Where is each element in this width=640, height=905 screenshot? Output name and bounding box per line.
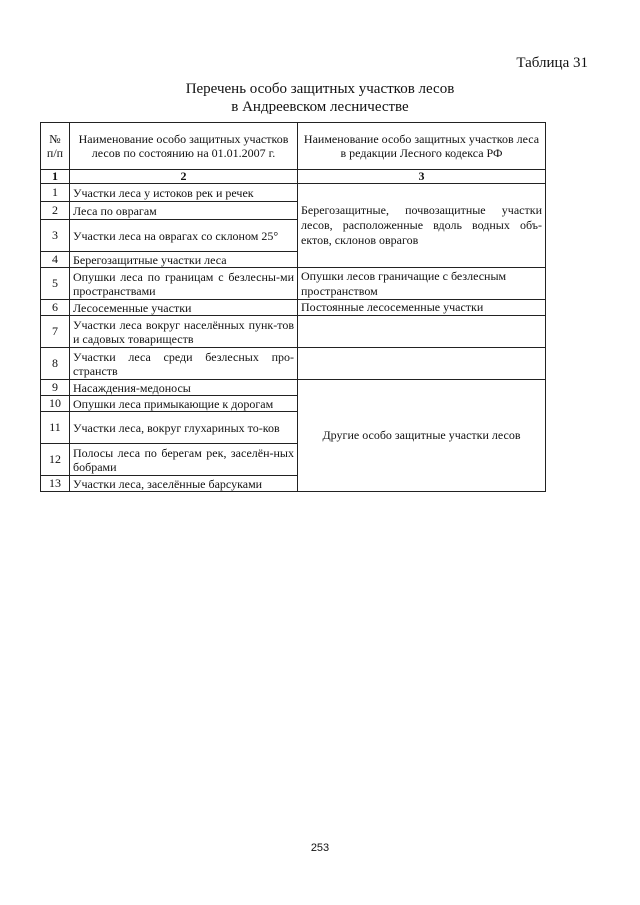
column-number: 2 xyxy=(70,170,298,184)
row-number: 6 xyxy=(41,300,70,316)
column-number-row xyxy=(41,170,546,184)
row-name: Опушки леса примыкающие к дорогам xyxy=(70,396,298,412)
table-header-row xyxy=(41,123,546,170)
row-number: 12 xyxy=(41,444,70,476)
row-number: 13 xyxy=(41,476,70,492)
row-name: Участки леса вокруг населённых пунк-тов и садовых товариществ xyxy=(70,316,298,348)
row-name: Участки леса, вокруг глухариных то-ков xyxy=(70,412,298,444)
header-num: № п/п xyxy=(41,123,70,170)
row-number: 4 xyxy=(41,252,70,268)
category-cell: Другие особо защитные участки лесов xyxy=(298,380,546,492)
row-number: 11 xyxy=(41,412,70,444)
header-name: Наименование особо защитных участков лесов по состоянию на 01.01.2007 г. xyxy=(70,123,298,170)
category-cell: Опушки лесов граничащие с безлесным пространством xyxy=(298,268,546,300)
table-row xyxy=(41,300,546,316)
header-category: Наименование особо защитных участков леса в редакции Лесного кодекса РФ xyxy=(298,123,546,170)
category-cell xyxy=(298,316,546,348)
row-number: 8 xyxy=(41,348,70,380)
row-name: Лесосеменные участки xyxy=(70,300,298,316)
row-number: 1 xyxy=(41,184,70,202)
category-cell: Постоянные лесосеменные участки xyxy=(298,300,546,316)
category-cell xyxy=(298,348,546,380)
row-name: Участки леса, заселённые барсуками xyxy=(70,476,298,492)
table-row xyxy=(41,316,546,348)
row-name: Насаждения-медоносы xyxy=(70,380,298,396)
table-row xyxy=(41,348,546,380)
row-number: 9 xyxy=(41,380,70,396)
row-name: Леса по оврагам xyxy=(70,202,298,220)
forest-areas-table xyxy=(40,122,546,492)
row-number: 7 xyxy=(41,316,70,348)
row-name: Участки леса на оврагах со склоном 25° xyxy=(70,220,298,252)
page-number: 253 xyxy=(310,842,330,854)
category-cell: Берегозащитные, почвозащитные участки лесов, расположенные вдоль водных объ-ектов, склонов оврагов xyxy=(298,184,546,268)
row-number: 2 xyxy=(41,202,70,220)
column-number: 3 xyxy=(298,170,546,184)
title-line-2: в Андреевском лесничестве xyxy=(231,99,409,115)
row-number: 3 xyxy=(41,220,70,252)
row-name: Участки леса среди безлесных про-странств xyxy=(70,348,298,380)
table-row xyxy=(41,184,546,202)
row-number: 5 xyxy=(41,268,70,300)
row-name: Берегозащитные участки леса xyxy=(70,252,298,268)
table-row xyxy=(41,268,546,300)
row-name: Участки леса у истоков рек и речек xyxy=(70,184,298,202)
table-label: Таблица 31 xyxy=(516,55,588,71)
column-number: 1 xyxy=(41,170,70,184)
document-title xyxy=(0,80,640,116)
row-name: Полосы леса по берегам рек, заселён-ных бобрами xyxy=(70,444,298,476)
row-number: 10 xyxy=(41,396,70,412)
row-name: Опушки леса по границам с безлесны-ми пространствами xyxy=(70,268,298,300)
table-row xyxy=(41,380,546,396)
title-line-1: Перечень особо защитных участков лесов xyxy=(185,81,455,97)
